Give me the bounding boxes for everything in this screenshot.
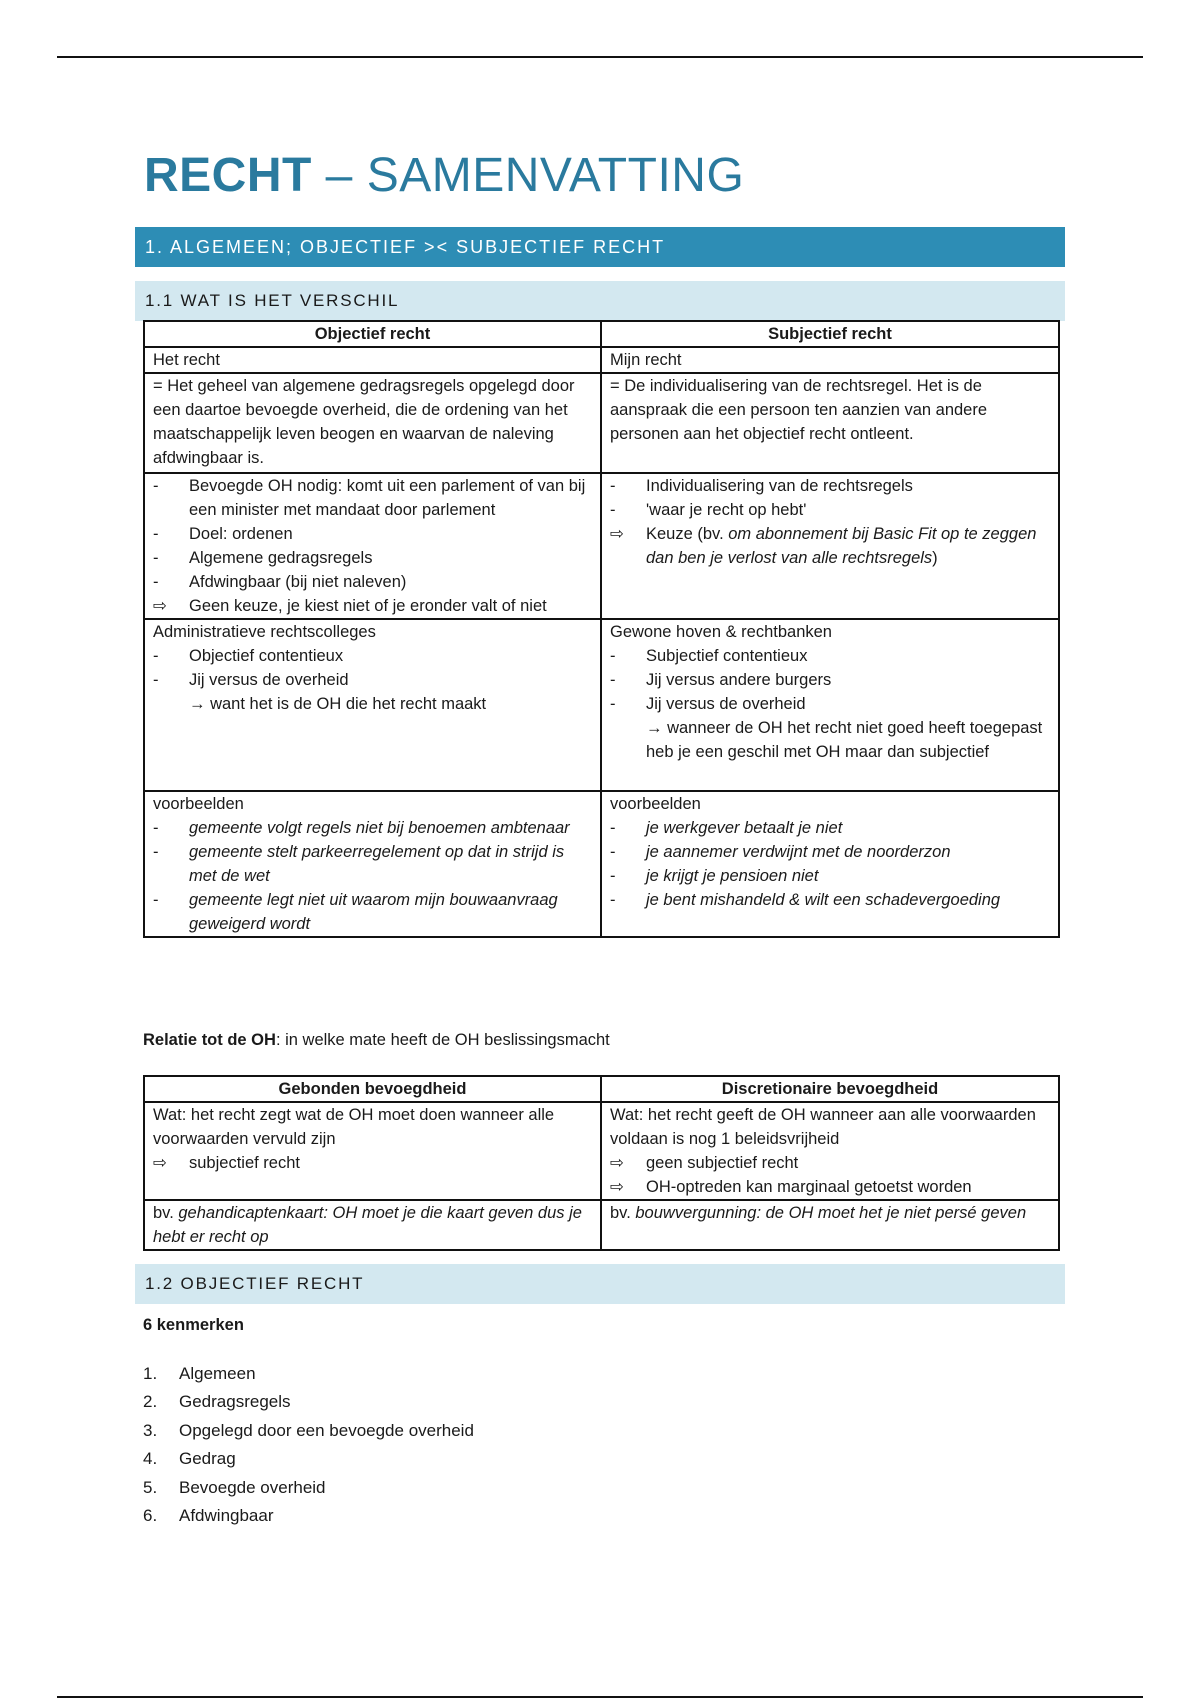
list-item: ⇨ subjectief recht [153,1154,300,1172]
list-item: - Algemene gedragsregels [153,549,373,567]
list-item: ⇨ geen subjectief recht [610,1154,799,1172]
table-row [144,1200,1059,1250]
cell-features-right [601,473,1059,619]
kenmerken-title: 6 kenmerken [143,1316,244,1334]
top-rule [57,56,1143,58]
examples-right-label: voorbeelden [610,795,701,813]
header-discretionair: Discretionaire bevoegdheid [601,1076,1059,1102]
cell-ordinary-courts [601,619,1059,791]
cell-examples-right [601,791,1059,937]
header-objectief: Objectief recht [144,321,601,347]
list-item: - 'waar je recht op hebt' [610,501,807,519]
features-right-list [610,474,1050,570]
list-item: - Jij versus andere burgers [610,671,832,689]
table-row [144,347,1059,373]
section-heading-1-1: 1.1 WAT IS HET VERSCHIL [135,281,1065,321]
gebonden-list [153,1151,592,1175]
list-item: 4. Gedrag [143,1449,236,1469]
list-item: - gemeente legt niet uit waarom mijn bouwaanvraag geweigerd wordt [153,891,558,933]
list-item: ⇨ Keuze (bv. om abonnement bij Basic Fit op te zeggen dan ben je verlost van alle rechtsregels) [610,525,1037,567]
examples-left-list [153,816,592,936]
cell-admin-courts [144,619,601,791]
list-item: - je bent mishandeld & wilt een schadevergoeding [610,891,1001,909]
title-bold: RECHT [144,149,312,202]
relation-line [143,1031,610,1050]
table-row [144,473,1059,619]
list-item: - gemeente stelt parkeerregelement op dat in strijd is met de wet [153,843,565,885]
features-left-list [153,474,592,618]
list-item: - Jij versus de overheid [153,671,349,689]
list-item: - je krijgt je pensioen niet [610,867,819,885]
admin-courts-label: Administratieve rechtscolleges [153,623,376,641]
list-item: ⇨ Geen keuze, je kiest niet of je eronder valt of niet [153,597,547,615]
relation-label: Relatie tot de OH [143,1031,276,1049]
list-item: ⇨ OH-optreden kan marginaal getoetst worden [610,1178,972,1196]
cell-het-recht: Het recht [144,347,601,373]
list-item: 6. Afdwingbaar [143,1506,274,1526]
bottom-rule [57,1696,1143,1698]
table-header-row [144,321,1059,347]
comparison-table [143,320,1060,938]
cell-examples-left [144,791,601,937]
competence-table [143,1075,1060,1251]
section-heading-1: 1. ALGEMEEN; OBJECTIEF >< SUBJECTIEF RECHT [135,227,1065,267]
ordinary-courts-label: Gewone hoven & rechtbanken [610,623,832,641]
page-title [144,148,744,203]
list-item: - Bevoegde OH nodig: komt uit een parlement of van bij een minister met mandaat door parlement [153,477,586,519]
table-row [144,1102,1059,1200]
list-item: - Jij versus de overheid [610,695,806,713]
cell-definition-right: = De individualisering van de rechtsregel. Het is de aanspraak die een persoon ten aanzien van andere personen aan het objectief recht ontleent. [601,373,1059,473]
table-row [144,619,1059,791]
cell-mijn-recht: Mijn recht [601,347,1059,373]
list-item: - Afdwingbaar (bij niet naleven) [153,573,407,591]
cell-definition-left: = Het geheel van algemene gedragsregels opgelegd door een daartoe bevoegde overheid, die de ordening van het maatschappelijk leven beogen en waarvan de naleving afdwingbaar is. [144,373,601,473]
header-subjectief: Subjectief recht [601,321,1059,347]
relation-text: : in welke mate heeft de OH beslissingsmacht [275,1031,610,1049]
ordinary-courts-list [610,644,1050,764]
list-item: - Individualisering van de rechtsregels [610,477,913,495]
table-row [144,791,1059,937]
cell-gebonden-wat: Wat: het recht zegt wat de OH moet doen wanneer alle voorwaarden vervuld zijn ⇨ subjectief recht [144,1102,601,1200]
list-item: - je aannemer verdwijnt met de noorderzon [610,843,951,861]
list-item: - je werkgever betaalt je niet [610,819,843,837]
list-item: - Objectief contentieux [153,647,344,665]
list-item: 5. Bevoegde overheid [143,1477,326,1497]
discretionair-list [610,1151,1050,1199]
cell-discretionair-wat: Wat: het recht geeft de OH wanneer aan alle voorwaarden voldaan is nog 1 beleidsvrijheid ⇨ geen subjectief recht ⇨ OH-optreden kan marginaal getoetst worden [601,1102,1059,1200]
list-item: - gemeente volgt regels niet bij benoemen ambtenaar [153,819,570,837]
list-item: → wanneer de OH het recht niet goed heeft toegepast heb je een geschil met OH maar dan subjectief [646,719,1043,761]
cell-discretionair-example: bv. bouwvergunning: de OH moet het je niet persé geven [601,1200,1059,1250]
list-item: - Doel: ordenen [153,525,293,543]
list-item: → want het is de OH die het recht maakt [189,695,487,713]
list-item: 1. Algemeen [143,1364,256,1383]
table-header-row [144,1076,1059,1102]
header-gebonden: Gebonden bevoegdheid [144,1076,601,1102]
cell-features-left [144,473,601,619]
admin-courts-list [153,644,592,716]
cell-gebonden-example: bv. gehandicaptenkaart: OH moet je die kaart geven dus je hebt er recht op [144,1200,601,1250]
kenmerken-list [143,1360,474,1530]
section-heading-1-2: 1.2 OBJECTIEF RECHT [135,1264,1065,1304]
list-item: 2. Gedragsregels [143,1392,291,1412]
list-item: - Subjectief contentieux [610,647,808,665]
examples-right-list [610,816,1050,912]
table-row [144,373,1059,473]
examples-left-label: voorbeelden [153,795,244,813]
title-rest: – SAMENVATTING [311,149,745,202]
list-item: 3. Opgelegd door een bevoegde overheid [143,1420,474,1440]
